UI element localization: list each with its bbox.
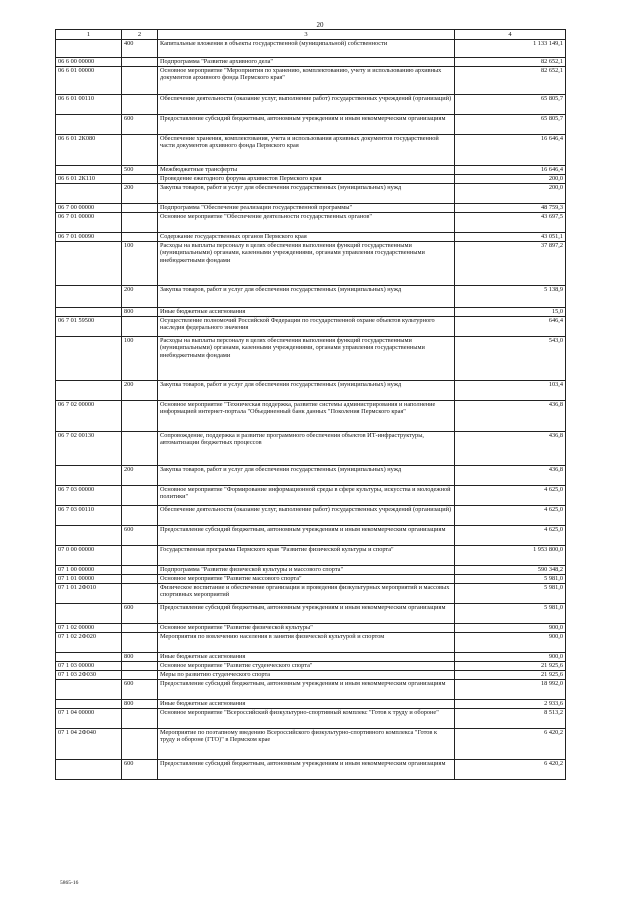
row-code: 07 0 00 00000 (56, 546, 122, 566)
row-amount: 16 646,4 (455, 135, 566, 166)
row-amount: 646,4 (455, 317, 566, 337)
row-code (56, 337, 122, 381)
row-code: 06 7 01 00000 (56, 213, 122, 233)
row-amount: 5 981,0 (455, 604, 566, 624)
row-name: Основное мероприятие "Развитие студенческого спорта" (158, 662, 455, 671)
page-number: 20 (316, 21, 324, 29)
row-code: 06 6 00 00000 (56, 58, 122, 67)
row-code (56, 286, 122, 308)
row-amount: 900,0 (455, 633, 566, 653)
row-amount: 21 925,6 (455, 671, 566, 680)
row-code (56, 115, 122, 135)
row-name: Предоставление субсидий бюджетным, автономным учреждениям и иным некоммерческим организациям (158, 526, 455, 546)
row-code (56, 680, 122, 700)
column-header-code: 1 (56, 30, 122, 40)
row-code: 06 7 01 59500 (56, 317, 122, 337)
row-expense-type: 200 (122, 184, 158, 204)
row-name: Закупка товаров, работ и услуг для обеспечения государственных (муниципальных) нужд (158, 381, 455, 401)
row-code: 06 6 01 2К080 (56, 135, 122, 166)
row-name: Основное мероприятие "Всероссийский физкультурно-спортивный комплекс "Готов к труду и обороне" (158, 709, 455, 729)
row-expense-type: 400 (122, 40, 158, 58)
table-row (56, 317, 566, 337)
row-expense-type (122, 401, 158, 432)
document-code: 5865-16 (60, 880, 79, 886)
row-expense-type (122, 135, 158, 166)
row-amount: 543,0 (455, 337, 566, 381)
row-expense-type: 200 (122, 286, 158, 308)
row-expense-type (122, 546, 158, 566)
row-amount: 65 805,7 (455, 95, 566, 115)
table-row (56, 337, 566, 381)
row-amount: 82 652,1 (455, 58, 566, 67)
row-name: Предоставление субсидий бюджетным, автономным учреждениям и иным некоммерческим организациям (158, 760, 455, 780)
row-name: Иные бюджетные ассигнования (158, 653, 455, 662)
table-row (56, 40, 566, 58)
row-expense-type (122, 709, 158, 729)
row-expense-type: 600 (122, 680, 158, 700)
row-code: 06 7 02 00130 (56, 432, 122, 466)
row-code (56, 700, 122, 709)
column-header-name: 3 (158, 30, 455, 40)
row-amount: 37 897,2 (455, 242, 566, 286)
row-name: Проведение ежегодного форума архивистов Пермского края (158, 175, 455, 184)
row-amount: 4 625,0 (455, 486, 566, 506)
row-amount: 82 652,1 (455, 67, 566, 95)
row-amount: 590 348,2 (455, 566, 566, 575)
row-expense-type: 800 (122, 700, 158, 709)
table-row (56, 662, 566, 671)
row-name: Подпрограмма "Развитие физической культуры и массового спорта" (158, 566, 455, 575)
table-row (56, 381, 566, 401)
row-name: Обеспечение деятельности (оказание услуг, выполнение работ) государственных учреждений (организаций) (158, 95, 455, 115)
table-row (56, 624, 566, 633)
table-row (56, 653, 566, 662)
row-name: Сопровождение, поддержка и развитие программного обеспечения объектов ИТ-инфраструктуры, автоматизации бюджетных процессов (158, 432, 455, 466)
row-code: 07 1 03 00000 (56, 662, 122, 671)
table-row (56, 575, 566, 584)
row-name: Содержание государственных органов Пермского края (158, 233, 455, 242)
row-code (56, 166, 122, 175)
row-code: 07 1 04 00000 (56, 709, 122, 729)
table-row (56, 709, 566, 729)
row-name: Мероприятия по вовлечению населения в занятия физической культурой и спортом (158, 633, 455, 653)
table-row (56, 729, 566, 760)
row-amount: 436,8 (455, 466, 566, 486)
row-expense-type: 600 (122, 526, 158, 546)
row-expense-type: 600 (122, 115, 158, 135)
row-amount: 4 625,0 (455, 526, 566, 546)
row-expense-type (122, 67, 158, 95)
row-name: Предоставление субсидий бюджетным, автономным учреждениям и иным некоммерческим организациям (158, 604, 455, 624)
row-name: Меры по развитию студенческого спорта (158, 671, 455, 680)
row-amount: 6 420,2 (455, 729, 566, 760)
row-name: Капитальные вложения в объекты государственной (муниципальной) собственности (158, 40, 455, 58)
row-code (56, 604, 122, 624)
row-name: Основное мероприятие "Обеспечение деятельности государственных органов" (158, 213, 455, 233)
row-amount: 5 981,0 (455, 575, 566, 584)
table-row (56, 546, 566, 566)
table-row (56, 432, 566, 466)
row-code (56, 242, 122, 286)
row-code: 07 1 01 2Ф010 (56, 584, 122, 604)
table-row (56, 760, 566, 780)
row-name: Физическое воспитание и обеспечение организации и проведения физкультурных мероприятий и массовых спортивных мероприятий (158, 584, 455, 604)
table-row (56, 401, 566, 432)
row-name: Обеспечение хранения, комплектования, учета и использования архивных документов государственной части документов архивного фонда Пермского края (158, 135, 455, 166)
table-row (56, 526, 566, 546)
row-code: 06 6 01 2К110 (56, 175, 122, 184)
row-expense-type: 200 (122, 466, 158, 486)
row-code: 07 1 02 2Ф020 (56, 633, 122, 653)
row-expense-type (122, 204, 158, 213)
row-expense-type (122, 58, 158, 67)
table-row (56, 506, 566, 526)
row-amount: 18 992,0 (455, 680, 566, 700)
row-code (56, 381, 122, 401)
table-row (56, 213, 566, 233)
row-amount: 1 953 800,0 (455, 546, 566, 566)
row-name: Расходы на выплаты персоналу в целях обеспечения выполнения функций государственными (муниципальными) органами, казенными учреждениями, органами управления государственными внебюджетными фондами (158, 242, 455, 286)
row-expense-type: 500 (122, 166, 158, 175)
row-amount: 43 697,5 (455, 213, 566, 233)
row-expense-type (122, 233, 158, 242)
row-code: 07 1 03 2Ф030 (56, 671, 122, 680)
row-name: Межбюджетные трансферты (158, 166, 455, 175)
row-code: 06 6 01 00110 (56, 95, 122, 115)
row-expense-type: 600 (122, 604, 158, 624)
table-row (56, 700, 566, 709)
row-name: Государственная программа Пермского края "Развитие физической культуры и спорта" (158, 546, 455, 566)
row-expense-type (122, 624, 158, 633)
row-code: 06 7 01 00090 (56, 233, 122, 242)
row-code (56, 760, 122, 780)
row-expense-type (122, 575, 158, 584)
row-name: Закупка товаров, работ и услуг для обеспечения государственных (муниципальных) нужд (158, 286, 455, 308)
table-row (56, 604, 566, 624)
table-row (56, 466, 566, 486)
row-expense-type (122, 317, 158, 337)
row-name: Предоставление субсидий бюджетным, автономным учреждениям и иным некоммерческим организациям (158, 680, 455, 700)
row-amount: 200,0 (455, 184, 566, 204)
row-expense-type: 800 (122, 653, 158, 662)
row-expense-type: 600 (122, 760, 158, 780)
table-row (56, 233, 566, 242)
row-amount: 6 420,2 (455, 760, 566, 780)
row-name: Закупка товаров, работ и услуг для обеспечения государственных (муниципальных) нужд (158, 184, 455, 204)
row-amount: 21 925,6 (455, 662, 566, 671)
row-name: Обеспечение деятельности (оказание услуг, выполнение работ) государственных учреждений (организаций) (158, 506, 455, 526)
row-expense-type (122, 662, 158, 671)
row-amount: 900,0 (455, 624, 566, 633)
table-row (56, 204, 566, 213)
table-row (56, 175, 566, 184)
row-expense-type: 200 (122, 381, 158, 401)
row-amount: 15,0 (455, 308, 566, 317)
row-code: 07 1 00 00000 (56, 566, 122, 575)
row-code: 07 1 01 00000 (56, 575, 122, 584)
row-code: 06 7 00 00000 (56, 204, 122, 213)
row-name: Подпрограмма "Развитие архивного дела" (158, 58, 455, 67)
row-expense-type: 100 (122, 337, 158, 381)
row-code: 06 7 02 00000 (56, 401, 122, 432)
row-expense-type (122, 95, 158, 115)
row-name: Иные бюджетные ассигнования (158, 700, 455, 709)
row-amount: 103,4 (455, 381, 566, 401)
row-name: Иные бюджетные ассигнования (158, 308, 455, 317)
row-name: Закупка товаров, работ и услуг для обеспечения государственных (муниципальных) нужд (158, 466, 455, 486)
row-code (56, 40, 122, 58)
row-expense-type (122, 584, 158, 604)
table-row (56, 486, 566, 506)
row-expense-type (122, 486, 158, 506)
row-amount: 65 805,7 (455, 115, 566, 135)
row-amount: 1 133 149,1 (455, 40, 566, 58)
row-amount: 48 759,3 (455, 204, 566, 213)
row-code (56, 466, 122, 486)
column-header-amount: 4 (455, 30, 566, 40)
table-row (56, 566, 566, 575)
row-amount: 2 933,6 (455, 700, 566, 709)
row-code: 07 1 04 2Ф040 (56, 729, 122, 760)
row-amount: 4 625,0 (455, 506, 566, 526)
row-code: 06 6 01 00000 (56, 67, 122, 95)
row-name: Основное мероприятие "Техническая поддержка, развитие системы администрирования и наполнение информацией интернет-портала "Объединенный банк данных "Поколения Пермского края" (158, 401, 455, 432)
row-amount: 5 138,9 (455, 286, 566, 308)
row-name: Основное мероприятие "Мероприятия по хранению, комплектованию, учету и использованию архивных документов архивного фонда Пермского края" (158, 67, 455, 95)
row-expense-type (122, 729, 158, 760)
row-code (56, 308, 122, 317)
row-code: 06 7 03 00110 (56, 506, 122, 526)
table-row (56, 58, 566, 67)
row-amount: 5 981,0 (455, 584, 566, 604)
row-expense-type: 100 (122, 242, 158, 286)
row-name: Осуществление полномочий Российской Федерации по государственной охране объектов культурного наследия федерального значения (158, 317, 455, 337)
table-row (56, 67, 566, 95)
column-header-type: 2 (122, 30, 158, 40)
row-code (56, 184, 122, 204)
row-amount: 436,8 (455, 432, 566, 466)
table-row (56, 671, 566, 680)
row-code (56, 653, 122, 662)
row-expense-type (122, 566, 158, 575)
table-row (56, 242, 566, 286)
table-row (56, 308, 566, 317)
row-expense-type: 800 (122, 308, 158, 317)
budget-table (55, 29, 566, 780)
row-amount: 8 513,2 (455, 709, 566, 729)
row-amount: 436,8 (455, 401, 566, 432)
table-row (56, 286, 566, 308)
row-expense-type (122, 213, 158, 233)
row-name: Предоставление субсидий бюджетным, автономным учреждениям и иным некоммерческим организациям (158, 115, 455, 135)
row-expense-type (122, 175, 158, 184)
row-name: Расходы на выплаты персоналу в целях обеспечения выполнения функций государственными (муниципальными) органами, казенными учреждениями, органами управления государственными внебюджетными фондами (158, 337, 455, 381)
row-expense-type (122, 633, 158, 653)
row-name: Основное мероприятие "Развитие массового спорта" (158, 575, 455, 584)
row-name: Подпрограмма "Обеспечение реализации государственной программы" (158, 204, 455, 213)
row-amount: 16 646,4 (455, 166, 566, 175)
table-body (56, 40, 566, 780)
row-expense-type (122, 506, 158, 526)
table-row (56, 115, 566, 135)
row-expense-type (122, 671, 158, 680)
row-amount: 900,0 (455, 653, 566, 662)
row-expense-type (122, 432, 158, 466)
row-name: Мероприятие по поэтапному введению Всероссийского физкультурно-спортивного комплекса "Готов к труду и обороне (ГТО)" в Пермском крае (158, 729, 455, 760)
table-row (56, 184, 566, 204)
row-code: 06 7 03 00000 (56, 486, 122, 506)
table-row (56, 166, 566, 175)
row-name: Основное мероприятие "Развитие физической культуры" (158, 624, 455, 633)
table-row (56, 633, 566, 653)
table-row (56, 584, 566, 604)
table-header-row (56, 30, 566, 40)
table-row (56, 680, 566, 700)
row-code (56, 526, 122, 546)
table-row (56, 135, 566, 166)
table-row (56, 95, 566, 115)
row-amount: 43 051,1 (455, 233, 566, 242)
row-amount: 200,0 (455, 175, 566, 184)
row-code: 07 1 02 00000 (56, 624, 122, 633)
row-name: Основное мероприятие "Формирование информационной среды в сфере культуры, искусства и молодежной политики" (158, 486, 455, 506)
